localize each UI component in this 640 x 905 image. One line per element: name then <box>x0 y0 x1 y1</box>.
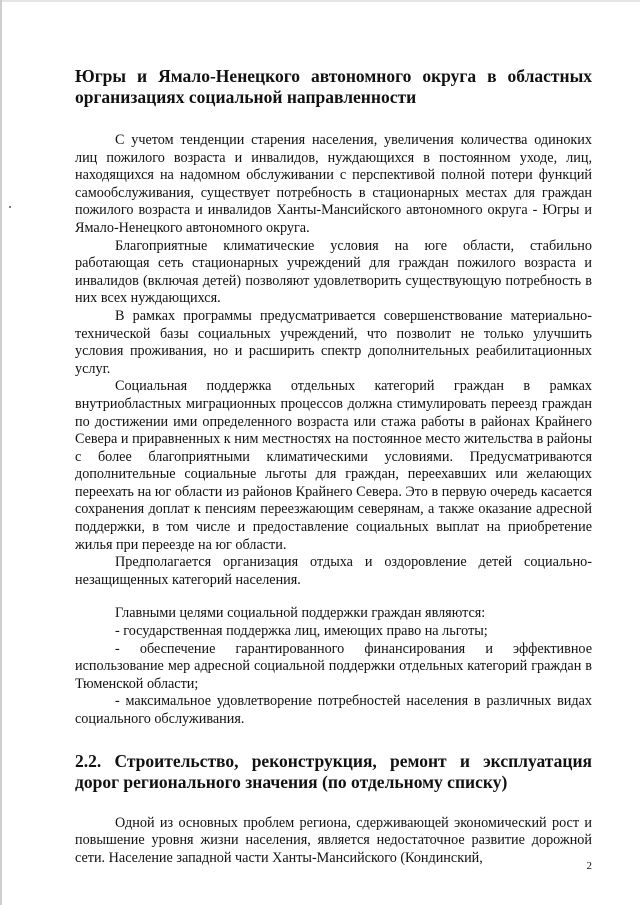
section-2-2-title: 2.2. Строительство, реконструкция, ремонт и эксплуатация дорог регионального значения (по отдельному списку) <box>75 750 592 792</box>
page-content <box>75 66 592 867</box>
goal-item: - государственная поддержка лиц, имеющих право на льготы; <box>115 623 488 640</box>
paragraph-climate: Благоприятные климатические условия на юге области, стабильно работающая сеть стационарных учреждений для граждан пожилого возраста и инвалидов (включая детей) позволяют удовлетворить существующую потребность в них всех нуждающихся. <box>75 237 592 307</box>
goal-item: - максимальное удовлетворение потребностей населения в различных видах социального обслуживания. <box>75 693 592 727</box>
scan-speck <box>9 206 11 208</box>
scan-edge-top <box>0 0 640 2</box>
page-number: 2 <box>586 860 592 872</box>
paragraph-program: В рамках программы предусматривается совершенствование материально-технической базы социальных учреждений, что позволит не только улучшить условия проживания, но и расширить спектр дополнительных реабилитационных услуг. <box>75 307 592 377</box>
scan-edge-left <box>0 0 2 905</box>
goal-item: - обеспечение гарантированного финансирования и эффективное использование мер адресной социальной поддержки отдельных категорий граждан в Тюменской области; <box>75 640 592 692</box>
paragraph-children: Предполагается организация отдыха и оздоровление детей социально-незащищенных категорий населения. <box>75 554 592 588</box>
paragraph-roads: Одной из основных проблем региона, сдерживающей экономический рост и повышение уровня жизни населения, является недостаточное развитие дорожной сети. Население западной части Ханты-Мансийского (Кондинский, <box>75 814 592 866</box>
goals-intro: Главными целями социальной поддержки граждан являются: <box>115 605 486 622</box>
paragraph-aging: С учетом тенденции старения населения, увеличения количества одиноких лиц пожилого возраста и инвалидов, нуждающихся в постоянном уходе, лиц, находящихся на надомном обслуживании с перспективой полной потери функций самообслуживания, существует потребность в стационарных местах для граждан пожилого возраста и инвалидов Ханты-Мансийского автономного округа - Югры и Ямало-Ненецкого автономного округа. <box>75 132 592 236</box>
section-title-continuation: Югры и Ямало-Ненецкого автономного округа в областных организациях социальной направленности <box>75 66 592 107</box>
paragraph-migration: Социальная поддержка отдельных категорий граждан в рамках внутриобластных миграционных процессов должна стимулировать переезд граждан по достижении ими определенного возраста или стажа работы в районах Крайнего Севера и приравненных к ним местностях на постоянное место жительства в районы с более благоприятными климатическими условиями. Предусматриваются дополнительные социальные льготы для граждан, переехавших или желающих переехать на юг области из районов Крайнего Севера. Это в первую очередь касается сохранения доплат к пенсиям переезжающим северянам, а также оказание адресной поддержки, в том числе и предоставление социальных выплат на приобретение жилья при переезде на юг области. <box>75 378 592 553</box>
